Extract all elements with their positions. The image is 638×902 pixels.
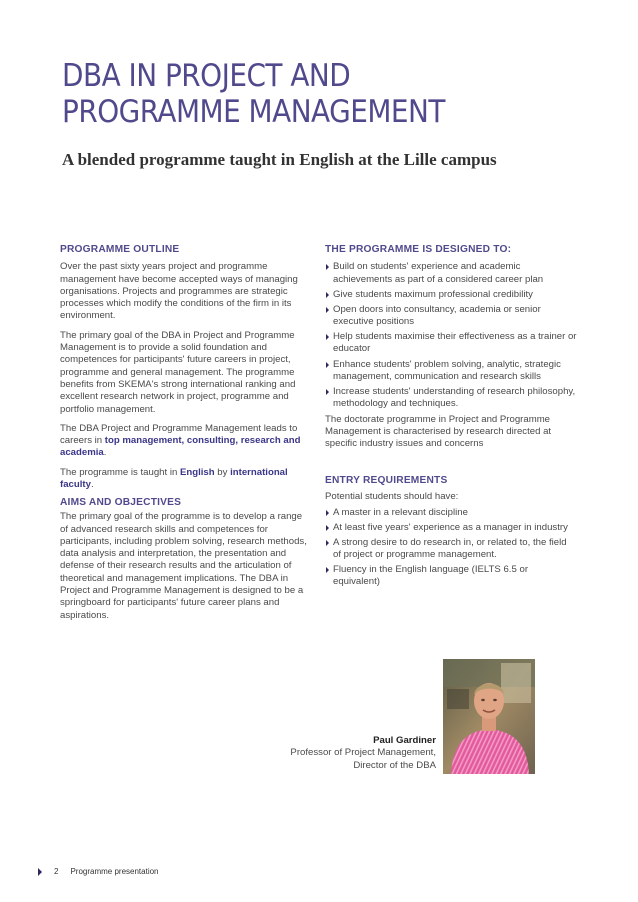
bullet-arrow-icon <box>326 307 329 313</box>
list-item: Fluency in the English language (IELTS 6.5 or equivalent) <box>325 564 577 589</box>
director-role-line-2: Director of the DBA <box>353 759 436 771</box>
bullet-arrow-icon <box>326 334 329 340</box>
page-number: 2 <box>54 867 59 876</box>
programme-outline-heading: PROGRAMME OUTLINE <box>60 244 180 255</box>
outline-p4-start: The programme is taught in <box>60 466 180 478</box>
outline-p3-start: The DBA Project and Programme Management leads to careers in <box>60 422 298 447</box>
outline-paragraph-3 <box>60 423 310 460</box>
designed-to-section <box>325 244 577 457</box>
bullet-arrow-icon <box>326 362 329 368</box>
programme-outline-section <box>60 244 310 498</box>
director-caption <box>280 735 436 772</box>
list-item: Enhance students' problem solving, analytic, strategic management, communication and research skills <box>325 359 577 384</box>
aims-objectives-text: The primary goal of the programme is to develop a range of advanced research skills and competences for participants, including problem solving, research methods, data analysis and interpretation, the presentation and defense of their research results and the articulation of theoretical and management implications. The DBA in Project and Programme Management is designed to be a springboard for participants' future career plans and aspirations. <box>60 511 307 621</box>
aims-objectives-heading: AIMS AND OBJECTIVES <box>60 497 182 508</box>
entry-requirements-section <box>325 475 577 592</box>
entry-requirements-list <box>325 507 577 589</box>
page-title-line-2: PROGRAMME MANAGEMENT <box>62 94 445 130</box>
bullet-arrow-icon <box>326 389 329 395</box>
page-title-line-1: DBA IN PROJECT AND <box>62 58 351 94</box>
list-item: Increase students' understanding of research philosophy, methodology and techniques. <box>325 386 577 411</box>
footer-arrow-icon <box>38 868 42 876</box>
bullet-arrow-icon <box>326 264 329 270</box>
entry-requirements-heading: ENTRY REQUIREMENTS <box>325 475 448 486</box>
list-item: At least five years' experience as a manager in industry <box>325 522 577 534</box>
page-footer <box>38 867 159 876</box>
list-item: Open doors into consultancy, academia or senior executive positions <box>325 304 577 329</box>
bullet-arrow-icon <box>326 525 329 531</box>
page-subtitle: A blended programme taught in English at the Lille campus <box>62 150 497 169</box>
director-name: Paul Gardiner <box>373 735 436 746</box>
designed-to-closing: The doctorate programme in Project and Programme Management is characterised by research directed at specific industry issues and concerns <box>325 413 552 450</box>
outline-p3-end: . <box>103 447 107 459</box>
list-item: Give students maximum professional credibility <box>325 289 577 301</box>
list-item: A master in a relevant discipline <box>325 507 577 519</box>
portrait-image <box>443 659 535 774</box>
list-item: A strong desire to do research in, or related to, the field of project or programme management. <box>325 537 577 562</box>
list-item: Build on students' experience and academic achievements as part of a considered career plan <box>325 261 577 286</box>
designed-to-heading: THE PROGRAMME IS DESIGNED TO: <box>325 244 512 255</box>
bullet-arrow-icon <box>326 510 329 516</box>
faculty-highlight: international faculty <box>60 466 288 491</box>
language-highlight: English <box>179 466 215 478</box>
designed-to-list <box>325 261 577 410</box>
entry-requirements-intro: Potential students should have: <box>325 491 459 503</box>
outline-paragraph-4 <box>60 467 310 492</box>
aims-objectives-section <box>60 497 310 629</box>
outline-paragraph-2: The primary goal of the DBA in Project and Programme Management is to provide a solid foundation and competences for participants' future careers in project, programme and general management. The programme benefits from SKEMA's strong international ranking and excellent research network in project, programme and portfolio management. <box>60 329 296 415</box>
outline-p4-end: . <box>90 479 94 491</box>
footer-label: Programme presentation <box>70 867 159 876</box>
bullet-arrow-icon <box>326 567 329 573</box>
director-photo <box>443 659 535 774</box>
outline-p4-mid: by <box>214 466 231 478</box>
careers-highlight: top management, consulting, research and academia <box>60 435 301 459</box>
bullet-arrow-icon <box>326 292 329 298</box>
page-title <box>62 58 602 130</box>
bullet-arrow-icon <box>326 540 329 546</box>
list-item: Help students maximise their effectiveness as a trainer or educator <box>325 331 577 356</box>
director-role-line-1: Professor of Project Management, <box>290 747 436 759</box>
outline-paragraph-1: Over the past sixty years project and programme management have become accepted ways of managing organisations. Projects and programmes are strategic processes which modify the conditions of the firm in its environment. <box>60 261 298 322</box>
